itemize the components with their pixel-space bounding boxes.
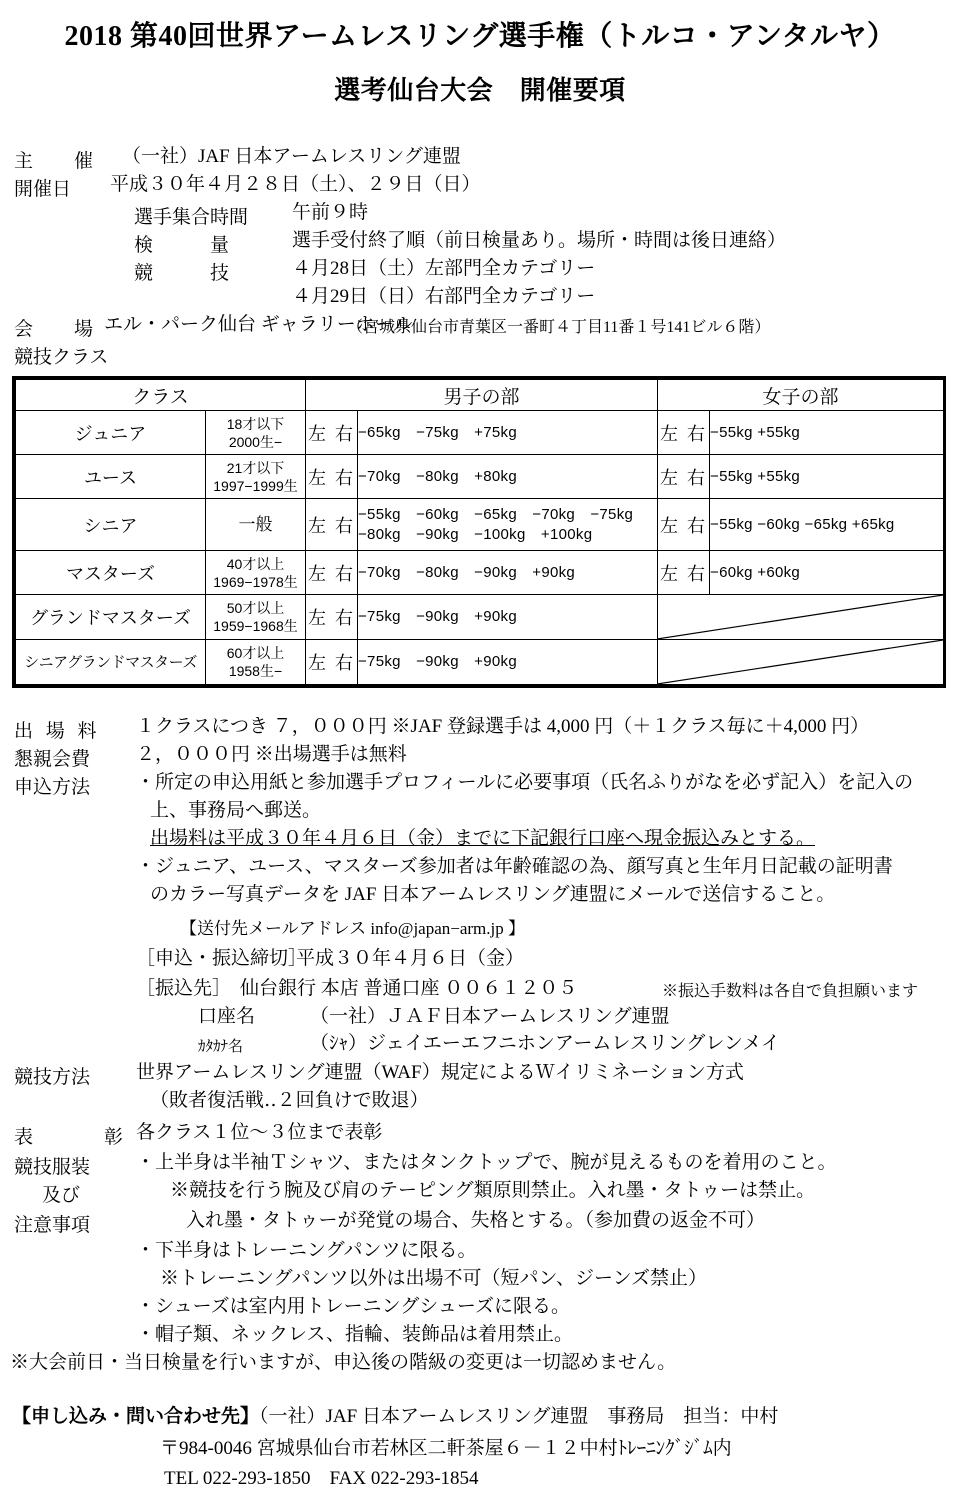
table-row bbox=[16, 551, 944, 595]
header-class: クラス bbox=[16, 380, 306, 411]
cell-women-leftright: 左 右 bbox=[658, 411, 710, 455]
cell-men-weights: −65kg −75kg +75kg bbox=[358, 411, 658, 455]
table-header-row bbox=[16, 380, 944, 411]
cell-men-weights: −70kg −80kg +80kg bbox=[358, 455, 658, 499]
final-notice: ※大会前日・当日検量を行いますが、申込後の階級の変更は一切認めません。 bbox=[10, 1352, 677, 1373]
attire-label-3: 注意事項 bbox=[14, 1215, 91, 1236]
cell-men-leftright: 左 右 bbox=[306, 595, 358, 640]
page-title-line1: 2018 第40回世界アームレスリング選手権（トルコ・アンタルヤ） bbox=[64, 21, 896, 52]
table-row bbox=[16, 455, 944, 499]
header-women: 女子の部 bbox=[658, 380, 944, 411]
contact-address: 〒984-0046 宮城県仙台市若林区二軒茶屋６－１２中村ﾄﾚｰﾆﾝｸﾞｼﾞﾑ内 bbox=[160, 1438, 732, 1459]
party-fee-label: 懇親会費 bbox=[14, 749, 91, 770]
cell-men-weights: −55kg −60kg −65kg −70kg −75kg −80kg −90kg −100kg +100kg bbox=[358, 499, 658, 551]
venue-address: （宮城県仙台市青葉区一番町４丁目11番１号141ビル６階） bbox=[347, 319, 771, 336]
contact-header-rest: （一社）JAF 日本アームレスリング連盟 事務局 担当：中村 bbox=[259, 1406, 779, 1427]
attire-line-7: ・帽子類、ネックレス、指輪、装飾品は着用禁止。 bbox=[136, 1324, 574, 1345]
deadline-label: ［申込・振込締切］ bbox=[136, 948, 308, 969]
match-label: 競 技 bbox=[134, 263, 230, 284]
cell-women-leftright: 左 右 bbox=[658, 551, 710, 595]
cell-men-leftright: 左 右 bbox=[306, 551, 358, 595]
attire-label-1: 競技服装 bbox=[14, 1157, 91, 1178]
cell-class-name: ユース bbox=[16, 455, 206, 499]
cell-age-range: 50才以上 1959−1968生 bbox=[206, 595, 306, 640]
table-row bbox=[16, 411, 944, 455]
match-day1: ４月28日（土）左部門全カテゴリー bbox=[292, 258, 596, 279]
competition-class-table-wrapper bbox=[12, 376, 946, 688]
cell-women-not-applicable bbox=[658, 595, 944, 640]
organizer-label: 主 催 bbox=[14, 151, 105, 172]
application-method-label: 申込方法 bbox=[14, 777, 91, 798]
assembly-time-label: 選手集合時間 bbox=[134, 207, 249, 228]
attire-line-1: ・上半身は半袖Ｔシャツ、またはタンクトップで、腕が見えるものを着用のこと。 bbox=[136, 1152, 837, 1173]
contact-phone: TEL 022-293-1850 FAX 022-293-1854 bbox=[164, 1468, 479, 1489]
class-section-label: 競技クラス bbox=[14, 347, 109, 368]
organizer-value: （一社）JAF 日本アームレスリング連盟 bbox=[122, 146, 461, 167]
award-label: 表 彰 bbox=[14, 1127, 135, 1148]
cell-women-leftright: 左 右 bbox=[658, 455, 710, 499]
bank-value: 仙台銀行 本店 普通口座 ００６１２０５ bbox=[240, 978, 578, 999]
attire-line-2: ※競技を行う腕及び肩のテーピング類原則禁止。入れ墨・タトゥーは禁止。 bbox=[170, 1180, 816, 1201]
award-value: 各クラス１位〜３位まで表彰 bbox=[136, 1122, 383, 1143]
cell-men-weights: −70kg −80kg −90kg +90kg bbox=[358, 551, 658, 595]
venue-value: エル・パーク仙台 ギャラリーホール bbox=[104, 314, 413, 335]
cell-age-range: 40才以上 1969−1978生 bbox=[206, 551, 306, 595]
weighin-value: 選手受付終了順（前日検量あり。場所・時間は後日連絡） bbox=[292, 230, 787, 251]
cell-class-name: マスターズ bbox=[16, 551, 206, 595]
application-item1-line1: ・所定の申込用紙と参加選手プロフィールに必要事項（氏名ふりがなを必ず記入）を記入の bbox=[136, 772, 914, 793]
date-label: 開催日 bbox=[14, 179, 72, 200]
cell-men-leftright: 左 右 bbox=[306, 639, 358, 684]
application-deposit-note: 出場料は平成３０年４月６日（金）までに下記銀行口座へ現金振込みとする。 bbox=[150, 828, 816, 849]
table-row bbox=[16, 499, 944, 551]
cell-men-leftright: 左 右 bbox=[306, 411, 358, 455]
cell-men-leftright: 左 右 bbox=[306, 455, 358, 499]
method-line1: 世界アームレスリング連盟（WAF）規定によるＷイリミネーション方式 bbox=[136, 1062, 744, 1083]
attire-line-4: ・下半身はトレーニングパンツに限る。 bbox=[136, 1240, 477, 1261]
method-label: 競技方法 bbox=[14, 1067, 91, 1088]
application-item1-line2: 上、事務局へ郵送。 bbox=[150, 800, 322, 821]
cell-women-weights: −55kg +55kg bbox=[710, 411, 944, 455]
cell-age-range: 21才以下 1997−1999生 bbox=[206, 455, 306, 499]
cell-men-leftright: 左 右 bbox=[306, 499, 358, 551]
account-kana-label: ｶﾀｶﾅ名 bbox=[198, 1039, 244, 1055]
attire-line-3: 入れ墨・タトゥーが発覚の場合、失格とする。（参加費の返金不可） bbox=[186, 1210, 766, 1231]
page-title-line2: 選考仙台大会 開催要項 bbox=[334, 76, 626, 105]
table-row bbox=[16, 595, 944, 640]
account-kana-value: （ｼｬ）ジェイエーエフニホンアームレスリングレンメイ bbox=[310, 1033, 780, 1054]
cell-class-name: グランドマスターズ bbox=[16, 595, 206, 640]
cell-women-leftright: 左 右 bbox=[658, 499, 710, 551]
cell-class-name: シニア bbox=[16, 499, 206, 551]
deadline-value: 平成３０年４月６日（金） bbox=[296, 948, 525, 969]
entry-fee-value: １クラスにつき ７，０００円 ※JAF 登録選手は 4,000 円（＋１クラス毎に＋4,000 円） bbox=[136, 716, 870, 737]
account-name-value: （一社）ＪＡＦ日本アームレスリング連盟 bbox=[310, 1006, 670, 1027]
cell-class-name: シニアグランドマスターズ bbox=[16, 639, 206, 684]
bank-fee-note: ※振込手数料は各自で負担願います bbox=[662, 983, 919, 1000]
cell-men-weights: −75kg −90kg +90kg bbox=[358, 595, 658, 640]
application-item2-line2: のカラー写真データを JAF 日本アームレスリング連盟にメールで送信すること。 bbox=[150, 884, 836, 905]
account-name-label: 口座名 bbox=[198, 1006, 256, 1027]
cell-age-range: 一般 bbox=[206, 499, 306, 551]
attire-line-5: ※トレーニングパンツ以外は出場不可（短パン、ジーンズ禁止） bbox=[160, 1268, 708, 1289]
date-value: 平成３０年４月２８日（土）、２９日（日） bbox=[110, 174, 481, 195]
method-line2: （敗者復活戦‥２回負けで敗退） bbox=[150, 1090, 429, 1111]
email-address-line: 【送付先メールアドレス info@japan−arm.jp 】 bbox=[180, 919, 525, 938]
application-item2-line1: ・ジュニア、ユース、マスターズ参加者は年齢確認の為、顔写真と生年月日記載の証明書 bbox=[136, 856, 893, 877]
cell-age-range: 18才以下 2000生− bbox=[206, 411, 306, 455]
assembly-time-value: 午前９時 bbox=[292, 202, 369, 223]
cell-age-range: 60才以上 1958生− bbox=[206, 639, 306, 684]
cell-women-weights: −55kg −60kg −65kg +65kg bbox=[710, 499, 944, 551]
cell-class-name: ジュニア bbox=[16, 411, 206, 455]
attire-line-6: ・シューズは室内用トレーニングシューズに限る。 bbox=[136, 1296, 570, 1317]
bank-label: ［振込先］ bbox=[136, 978, 232, 999]
cell-women-weights: −55kg +55kg bbox=[710, 455, 944, 499]
entry-fee-label: 出 場 料 bbox=[14, 721, 101, 742]
cell-women-weights: −60kg +60kg bbox=[710, 551, 944, 595]
attire-label-2: 及び bbox=[42, 1185, 81, 1206]
venue-label: 会 場 bbox=[14, 319, 105, 340]
cell-men-weights: −75kg −90kg +90kg bbox=[358, 639, 658, 684]
table-row bbox=[16, 639, 944, 684]
contact-header-bold: 【申し込み・問い合わせ先】 bbox=[12, 1406, 260, 1427]
competition-class-table bbox=[15, 379, 944, 685]
cell-women-not-applicable bbox=[658, 639, 944, 684]
match-day2: ４月29日（日）右部門全カテゴリー bbox=[292, 286, 596, 307]
header-men: 男子の部 bbox=[306, 380, 658, 411]
weighin-label: 検 量 bbox=[134, 235, 230, 256]
party-fee-value: ２，０００円 ※出場選手は無料 bbox=[136, 744, 407, 765]
